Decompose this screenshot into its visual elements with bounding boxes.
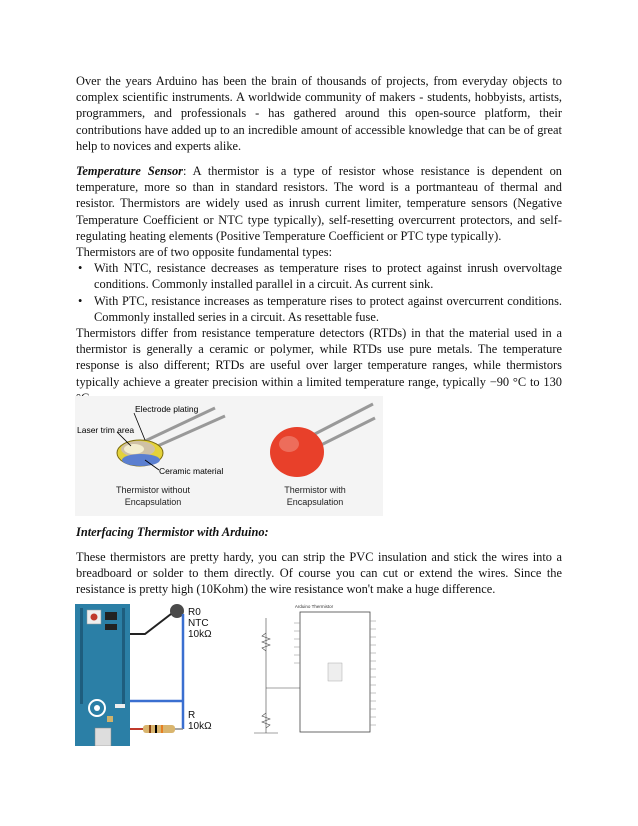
rtd-comparison-paragraph: Thermistors differ from resistance temperature detectors (RTDs) in that the material used in a thermistor is generally a ceramic or polymer, while RTDs use pure metals. The temperature response is also different; RTDs are useful over larger temperature ranges, while thermistors typically achieve a greater precision within a limited temperature range, typically −90 °C to 130 °C. (76, 326, 562, 405)
r-label: R (188, 710, 196, 721)
right-caption-line1: Thermistor with (284, 485, 346, 495)
ceramic-material-label: Ceramic material (159, 466, 224, 476)
list-item: • With PTC, resistance increases as temperature rises to protect against overcurrent conditions. Commonly installed series in a circuit. As resettable fuse. (76, 293, 562, 325)
r0-value-label: 10kΩ (188, 629, 212, 640)
schematic-title: Arduino Thermistor (294, 604, 334, 609)
thermistor-without-encapsulation-image (117, 408, 225, 470)
thermistor-types-intro: Thermistors are of two opposite fundamental types: (76, 245, 333, 260)
schematic-diagram (244, 603, 384, 741)
wiring-diagram (75, 604, 225, 746)
thermistor-type-list (76, 260, 562, 325)
interfacing-heading: Interfacing Thermistor with Arduino: (76, 525, 269, 539)
thermistor-with-encapsulation-image (270, 404, 375, 477)
right-caption-line2: Encapsulation (286, 497, 344, 507)
intro-paragraph: Over the years Arduino has been the brain of thousands of projects, from everyday objects to complex scientific instruments. A worldwide community of makers - students, hobbyists, artists, programmers, and professionals - has gathered around this open-source platform, their contributions have added up to an incredible amount of accessible knowledge that can be of great help to novices and experts alike. (76, 74, 562, 153)
ntc-label: NTC (188, 618, 209, 629)
electrode-plating-label: Electrode plating (135, 404, 199, 414)
left-caption-line1: Thermistor without (115, 485, 191, 495)
temperature-sensor-text: : A thermistor is a type of resistor whose resistance is dependent on temperature, more so than in standard resistors. The word is a portmanteau of thermal and resistor. Thermistors are widely used as inrush current limiter, temperature sensors (Negative Temperature Coefficient or NTC type typically), self-resetting overcurrent protectors, and self-regulating heating elements (Positive Temperature Coefficient or PTC type typically). (76, 164, 562, 243)
left-caption-line2: Encapsulation (124, 497, 182, 507)
interfacing-paragraph: These thermistors are pretty hardy, you can strip the PVC insulation and stick the wires into a breadboard or solder to them directly. Of course you can cut or extend the wires. Since the resistance is pretty high (10Kohm) the wire resistance won't make a huge difference. (76, 550, 562, 597)
temperature-sensor-paragraph (76, 163, 562, 244)
laser-trim-label: Laser trim area (77, 425, 135, 435)
document-body (76, 73, 562, 406)
r-value-label: 10kΩ (188, 721, 212, 732)
thermistor-figure (75, 396, 383, 516)
temperature-sensor-label: Temperature Sensor (76, 164, 183, 179)
arduino-board-image (75, 604, 130, 746)
r0-label: R0 (188, 607, 201, 618)
list-item: • With NTC, resistance decreases as temperature rises to protect against inrush overvoltage conditions. Commonly installed parallel in a circuit. As current sink. (76, 260, 562, 292)
resistor-r-image (143, 725, 175, 733)
